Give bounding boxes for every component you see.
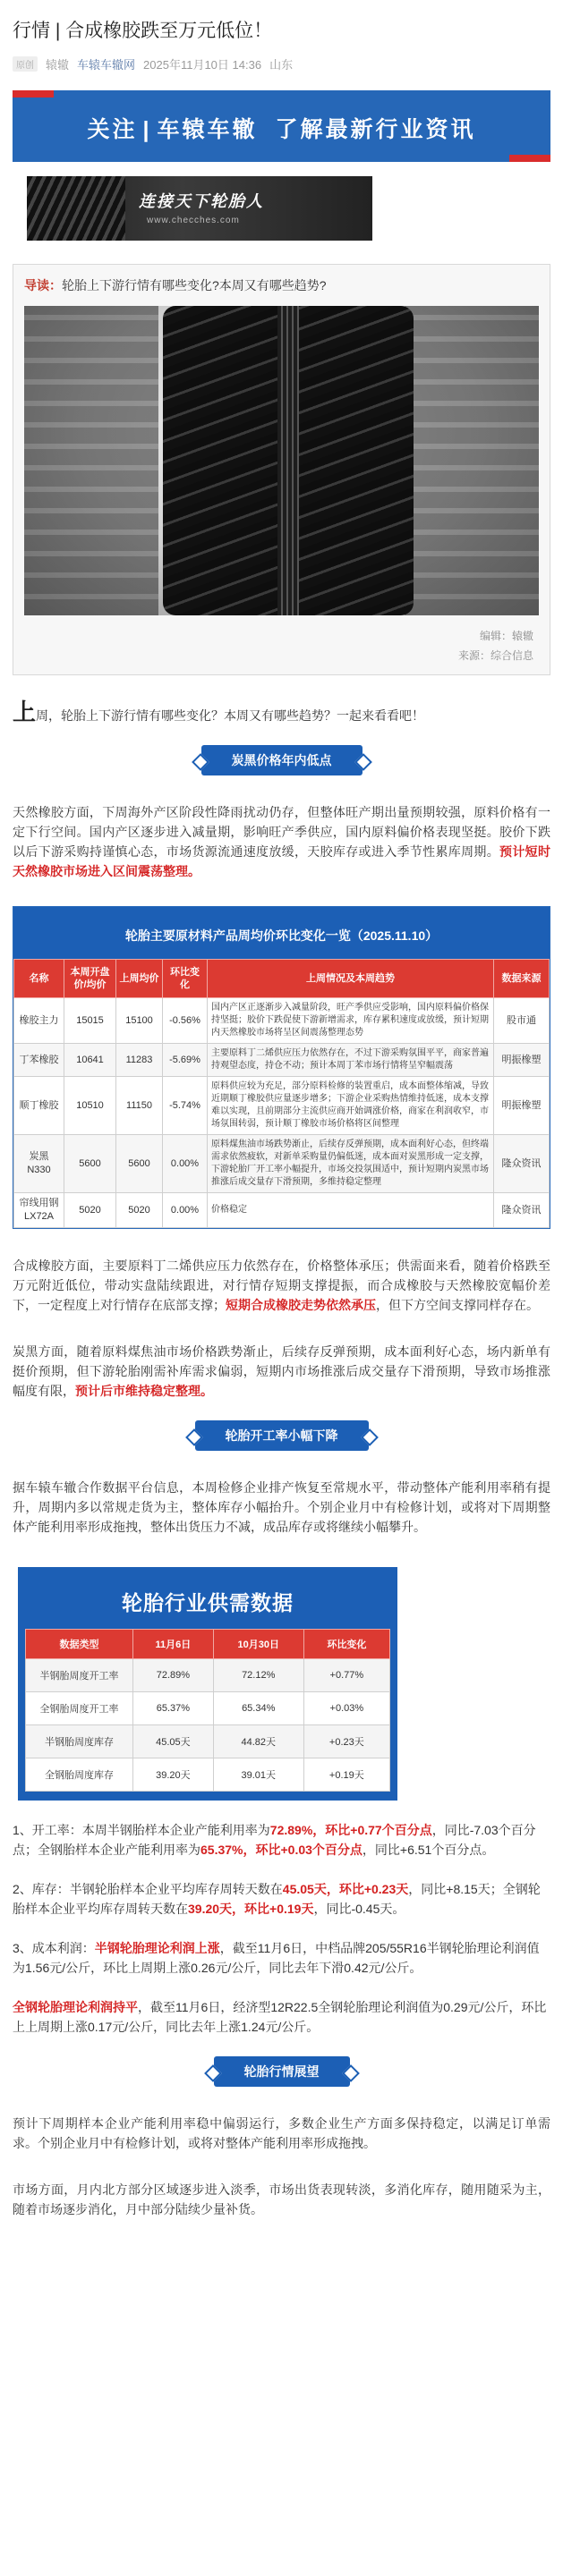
- table-row: [14, 1193, 550, 1228]
- cell-change: 0.00%: [163, 1193, 208, 1228]
- table-row: [14, 1077, 550, 1135]
- item-text: 2、库存：半钢轮胎样本企业平均库存周转天数在: [13, 1882, 283, 1896]
- slogan-url: www.checches.com: [147, 216, 240, 225]
- tire-tread-graphic: [27, 176, 125, 241]
- cell-change: +0.03%: [303, 1692, 389, 1725]
- cell-reason: 原料煤焦油市场跌势渐止，后续存反弹预期，成本面利好心态，但终端需求依然疲软，对新单采购量仍偏低迷，成本面对炭黑形成一定支撑，下游轮胎厂开工率小幅提升，市场交投氛围适中，预计短期内炭黑市场推涨后成交量存下滑预期，多维持稳定整理: [208, 1135, 494, 1193]
- item-text: ，截至11月6日，中档品牌205/55R16半钢轮胎理论利润值为1.56元/公斤，环比上周期上涨0.26元/公斤，同比去年下滑0.42元/公斤。: [13, 1941, 540, 1975]
- col-header: 上周均价: [116, 960, 163, 998]
- cell-previous: 5020: [116, 1193, 163, 1228]
- cell-source: 隆众资讯: [494, 1135, 550, 1193]
- table-row: [26, 1725, 390, 1758]
- tire-rack-right: [405, 306, 539, 615]
- cell-change: 0.00%: [163, 1135, 208, 1193]
- table-title: 轮胎主要原材料产品周均价环比变化一览（2025.11.10）: [13, 907, 550, 959]
- highlight-text: 预计短时天然橡胶市场进入区间震荡整理。: [13, 844, 550, 878]
- editor-credit: 编辑：辕辙: [479, 630, 533, 642]
- cell-type: 半钢胎周度库存: [26, 1725, 133, 1758]
- paragraph-text: 炭黑方面，随着原料煤焦油市场价格跌势渐止，后续存反弹预期，成本面利好心态，场内新单有挺价预期，但下游轮胎刚需补库需求偏弱，短期内市场推涨后成交量存下滑预期，导致市场推涨幅度有限，: [13, 1344, 550, 1398]
- item-text: ，同比+8.15天；全钢轮胎样本企业平均库存周转天数在: [13, 1882, 541, 1916]
- follow-separator: |: [142, 117, 152, 142]
- cell-name: 橡胶主力: [14, 998, 64, 1044]
- cell-name: 顺丁橡胶: [14, 1077, 64, 1135]
- highlight-text: 45.05天，环比+0.23天: [282, 1882, 409, 1896]
- natural-rubber-paragraph: [13, 802, 550, 881]
- cell-previous: 15100: [116, 998, 163, 1044]
- synthetic-rubber-paragraph: [13, 1256, 550, 1315]
- cell-reason: 国内产区正逐渐步入减量阶段，旺产季供应受影响，国内原料偏价格保持坚挺；胶价下跌促使下游新增需求，库存累积速度或放缓，预计短期内天然橡胶市场将呈区间震荡整理态势: [208, 998, 494, 1044]
- item-text: ，同比-7.03个百分点；全钢胎样本企业产能利用率为: [13, 1823, 536, 1857]
- col-header: 10月30日: [213, 1630, 303, 1659]
- cost-profit-item: [13, 1938, 550, 1978]
- paragraph-text: 天然橡胶方面，下周海外产区阶段性降雨扰动仍存，但整体旺产期出量预期较强，原料价格有一定下行空间。国内产区逐步进入减量期，影响旺产季供应，国内原料偏价格表现坚挺。胶价下跌以后下游采购持谨慎心态，市场货源流通速度放缓，天胶库存或进入季节性累库周期。: [13, 805, 550, 859]
- cell-type: 半钢胎周度开工率: [26, 1659, 133, 1692]
- intro-paragraph: [13, 699, 550, 725]
- highlight-text: 65.37%，环比+0.03个百分点: [200, 1843, 363, 1857]
- slogan-title: 连接天下轮胎人: [139, 192, 264, 210]
- cell-reason: 主要原料丁二烯供应压力依然存在，不过下游采购氛围平平，商家普遍持观望态度，持仓不动；预计本周丁苯市场行情将呈窄幅震荡: [208, 1044, 494, 1077]
- tire-rack-left: [24, 306, 158, 615]
- intro-text: 周，轮胎上下游行情有哪些变化？本周又有哪些趋势？一起来看看吧！: [36, 708, 425, 723]
- col-header: 环比变化: [163, 960, 208, 998]
- cell-current: 10510: [64, 1077, 116, 1135]
- highlight-text: 39.20天，环比+0.19天: [188, 1902, 314, 1916]
- cell-value: 39.20天: [133, 1758, 214, 1792]
- original-badge: 原创: [13, 56, 38, 72]
- cell-change: -5.69%: [163, 1044, 208, 1077]
- section-header-operating-rate: [0, 1420, 563, 1451]
- col-header: 环比变化: [303, 1630, 389, 1659]
- material-table: [13, 959, 550, 1228]
- all-steel-profit-item: [13, 1997, 550, 2037]
- cell-name: 丁苯橡胶: [14, 1044, 64, 1077]
- paragraph-text: 合成橡胶方面，主要原料丁二烯供应压力依然存在，价格整体承压；供需面来看，随着价格跌至万元附近低位，带动实盘陆续跟进，对行情存短期支撑提振，而合成橡胶与天然橡胶宽幅价差下，一定程度上对行情存在底部支撑；: [13, 1258, 550, 1312]
- col-header: 名称: [14, 960, 64, 998]
- drop-cap: 上: [13, 699, 37, 725]
- highlight-text: 预计后市维持稳定整理。: [75, 1384, 213, 1398]
- cell-value: 72.12%: [213, 1659, 303, 1692]
- cell-source: 明振橡塑: [494, 1044, 550, 1077]
- carbon-black-paragraph: [13, 1342, 550, 1401]
- table-title: 轮胎行业供需数据: [122, 1591, 294, 1614]
- cell-reason: 原料供应较为充足，部分原料检修的装置重启，成本面整体缩减，导致近期顺丁橡胶供应量逐步增多；下游企业采购热情维持低迷，成本支撑难以实现，且前期部分主流供应商开始调涨价格，商家在利润收窄，市场氛围转弱，预计顺丁橡胶市场价格将区间整理: [208, 1077, 494, 1135]
- author: 辕辙: [46, 58, 70, 72]
- market-paragraph: 市场方面，月内北方部分区域逐步进入淡季，市场出货表现转淡，多消化库存，随用随采为主，随着市场逐步消化，月中部分陆续少量补货。: [13, 2182, 550, 2216]
- col-header: 数据类型: [26, 1630, 133, 1659]
- cell-change: +0.23天: [303, 1725, 389, 1758]
- item-text: 3、成本利润：: [13, 1941, 95, 1955]
- table-row: [26, 1692, 390, 1725]
- follow-banner[interactable]: [13, 90, 550, 162]
- brand-name: 车辕车辙: [157, 117, 258, 142]
- highlight-text: 半钢轮胎理论利润上涨: [94, 1941, 220, 1955]
- operating-rate-item: [13, 1820, 550, 1860]
- photo-credits: [24, 626, 539, 665]
- cell-value: 45.05天: [133, 1725, 214, 1758]
- lead-text: [24, 275, 539, 295]
- region: 山东: [269, 58, 294, 72]
- cell-name: 帘线用钢LX72A: [14, 1193, 64, 1228]
- table-header-row: [14, 960, 550, 998]
- cell-previous: 11283: [116, 1044, 163, 1077]
- tire-main: [163, 306, 414, 615]
- cell-current: 5600: [64, 1135, 116, 1193]
- item-text: ，同比+6.51个百分点。: [362, 1843, 495, 1857]
- table-row: [26, 1659, 390, 1692]
- item-text: 1、开工率：本周半钢胎样本企业产能利用率为: [13, 1823, 270, 1837]
- slogan-image: [27, 176, 372, 241]
- source-credit: 来源：综合信息: [457, 649, 533, 662]
- outlook-paragraph: 预计下周期样本企业产能利用率稳中偏弱运行，多数企业生产方面多保持稳定，以满足订单需求。个别企业月中有检修计划，或将对整体产能利用率形成拖拽。: [13, 2116, 550, 2150]
- cell-value: 44.82天: [213, 1725, 303, 1758]
- cell-current: 15015: [64, 998, 116, 1044]
- cell-current: 10641: [64, 1044, 116, 1077]
- article-meta: [13, 55, 550, 72]
- follow-banner-text: [13, 112, 550, 144]
- section-title: 炭黑价格年内低点: [201, 745, 363, 775]
- cell-change: -0.56%: [163, 998, 208, 1044]
- cell-source: 明振橡塑: [494, 1077, 550, 1135]
- col-header: 数据来源: [494, 960, 550, 998]
- table-row: [14, 1044, 550, 1077]
- table-row: [14, 998, 550, 1044]
- cell-value: 65.37%: [133, 1692, 214, 1725]
- cell-type: 全钢胎周度开工率: [26, 1692, 133, 1725]
- section-header-carbon-black: [0, 745, 563, 775]
- col-header: 11月6日: [133, 1630, 214, 1659]
- cell-change: +0.19天: [303, 1758, 389, 1792]
- cell-value: 65.34%: [213, 1692, 303, 1725]
- table-header-row: [26, 1630, 390, 1659]
- cell-name: 炭黑N330: [14, 1135, 64, 1193]
- material-price-table: [13, 906, 550, 1229]
- tire-photo: [24, 306, 539, 615]
- col-header: 本周开盘价/均价: [64, 960, 116, 998]
- cell-current: 5020: [64, 1193, 116, 1228]
- follow-tagline: 了解最新行业资讯: [275, 117, 476, 142]
- col-header: 上周情况及本周趋势: [208, 960, 494, 998]
- account-link[interactable]: 车辕车辙网: [77, 58, 136, 72]
- section-title: 轮胎行情展望: [214, 2056, 350, 2087]
- cell-source: 隆众资讯: [494, 1193, 550, 1228]
- paragraph-text: ，但下方空间支撑同样存在。: [376, 1298, 539, 1312]
- cell-value: 39.01天: [213, 1758, 303, 1792]
- inventory-item: [13, 1879, 550, 1919]
- section-title: 轮胎开工率小幅下降: [195, 1420, 369, 1451]
- cell-value: 72.89%: [133, 1659, 214, 1692]
- follow-label: 关注: [87, 117, 138, 142]
- table-row: [14, 1135, 550, 1193]
- lead-box: [13, 264, 550, 675]
- lead-label: 导读：: [24, 278, 62, 292]
- page-title: 行情 | 合成橡胶跌至万元低位！: [13, 21, 273, 41]
- cell-type: 全钢胎周度库存: [26, 1758, 133, 1792]
- item-text: ，截至11月6日，经济型12R22.5全钢轮胎理论利润值为0.29元/公斤，环比上上周期上涨0.17元/公斤，同比去年上涨1.24元/公斤。: [13, 2000, 547, 2034]
- publish-time: 2025年11月10日 14:36: [143, 58, 262, 72]
- highlight-text: 短期合成橡胶走势依然承压: [226, 1298, 376, 1312]
- item-text: ，同比-0.45天。: [313, 1902, 405, 1916]
- article-header: [0, 0, 563, 72]
- section-header-outlook: [0, 2056, 563, 2087]
- cell-reason: 价格稳定: [208, 1193, 494, 1228]
- table-row: [26, 1758, 390, 1792]
- tyre-supply-table: [18, 1567, 397, 1801]
- cell-change: +0.77%: [303, 1659, 389, 1692]
- lead-question: 轮胎上下游行情有哪些变化?本周又有哪些趋势?: [62, 278, 327, 292]
- cell-source: 股市通: [494, 998, 550, 1044]
- highlight-text: 72.89%，环比+0.77个百分点: [269, 1823, 432, 1837]
- highlight-text: 全钢轮胎理论利润持平: [13, 2000, 138, 2014]
- tyre-table: [25, 1629, 390, 1792]
- operating-rate-paragraph: 据车辕车辙合作数据平台信息，本周检修企业排产恢复至常规水平，带动整体产能利用率稍有提升，周期内多以常规走货为主，整体库存小幅抬升。个别企业月中有检修计划，或将对下周期整体产能利用率形成拖拽，整体出货压力不减，成品库存或将继续小幅攀升。: [13, 1480, 550, 1534]
- cell-previous: 5600: [116, 1135, 163, 1193]
- cell-previous: 11150: [116, 1077, 163, 1135]
- cell-change: -5.74%: [163, 1077, 208, 1135]
